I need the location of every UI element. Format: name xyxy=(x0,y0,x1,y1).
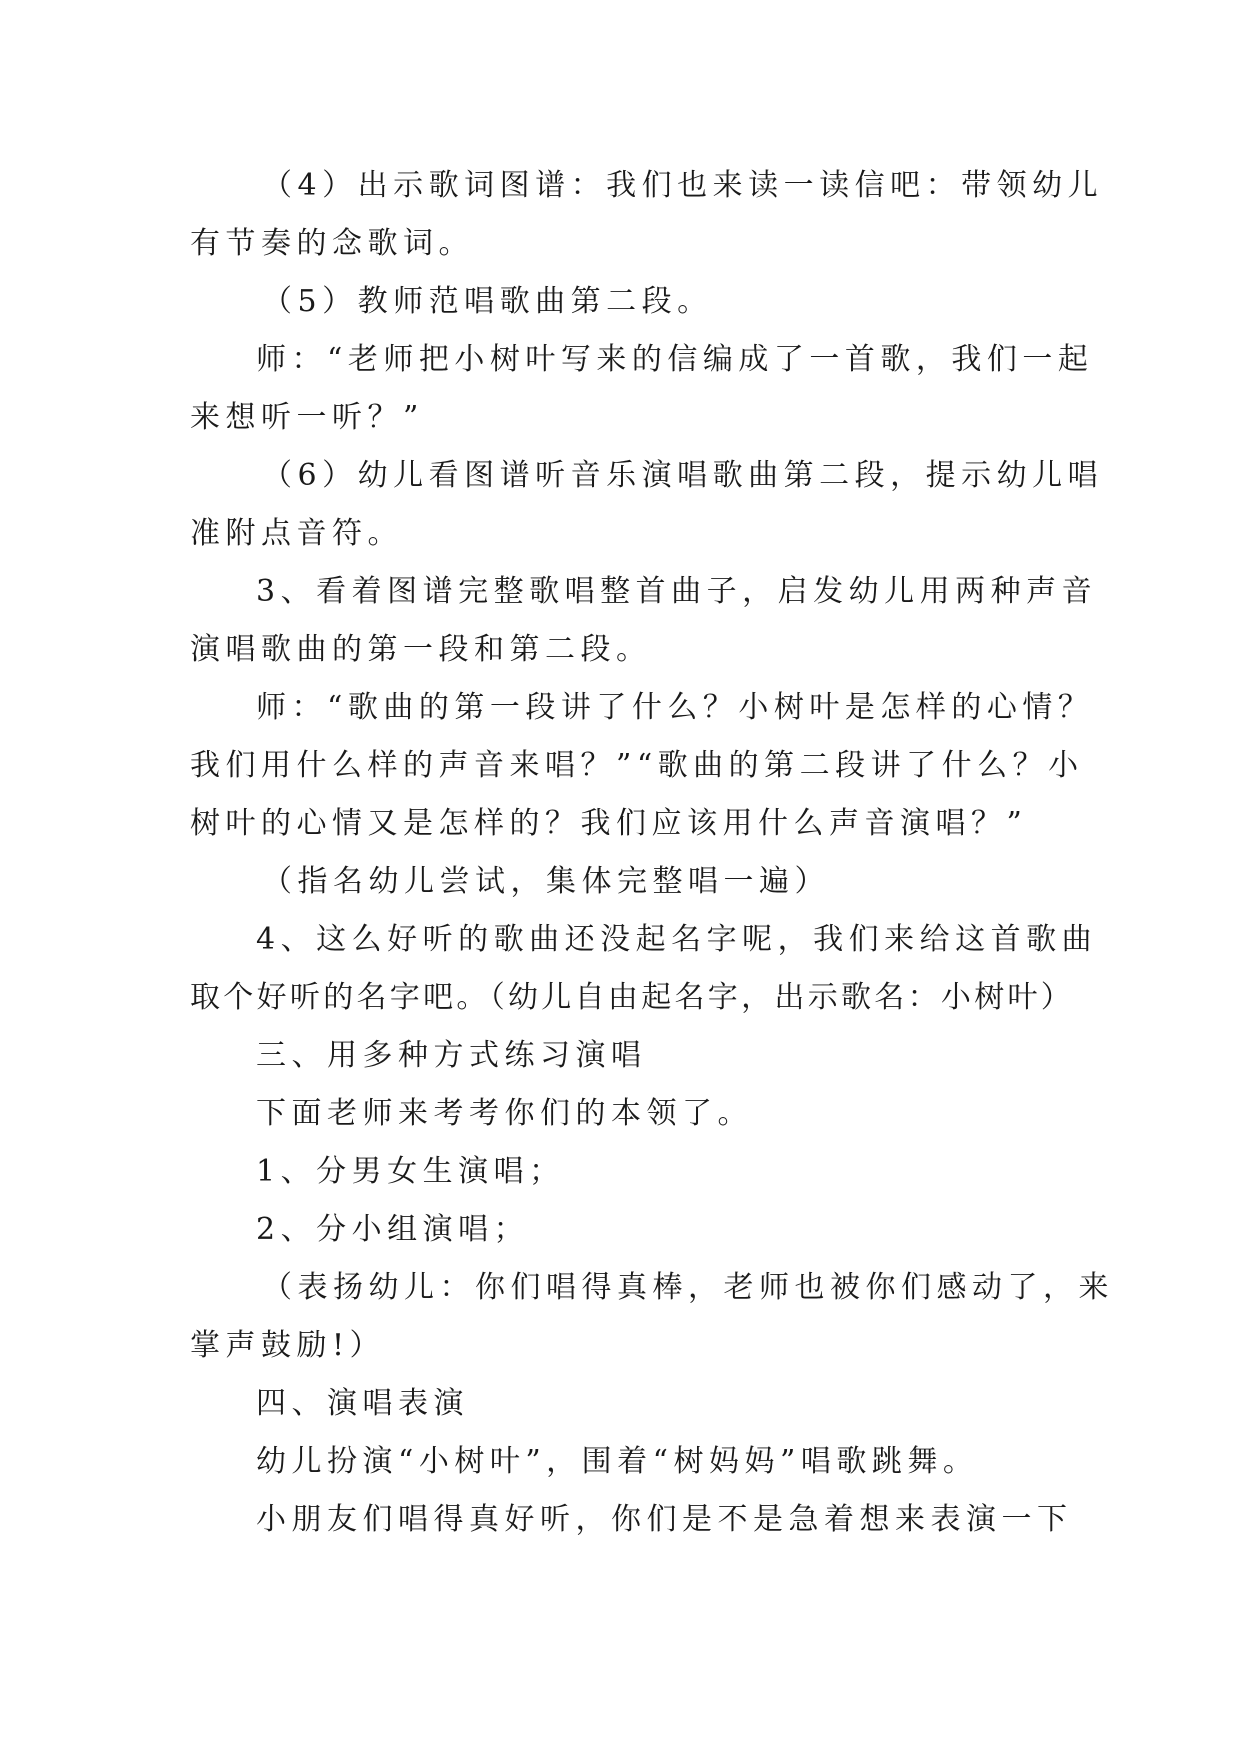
list-item: 2、分小组演唱； xyxy=(256,1212,530,1247)
paragraph-line: 师：“歌曲的第一段讲了什么？小树叶是怎样的心情？ xyxy=(256,690,1094,725)
paragraph-line: 演唱歌曲的第一段和第二段。 xyxy=(190,632,652,667)
paragraph-line: 树叶的心情又是怎样的？我们应该用什么声音演唱？” xyxy=(190,806,1028,841)
section-heading: 四、演唱表演 xyxy=(256,1386,469,1421)
list-item: 1、分男女生演唱； xyxy=(256,1154,565,1189)
paragraph-line: 我们用什么样的声音来唱？”“歌曲的第二段讲了什么？小 xyxy=(190,748,1084,783)
paragraph-line: （4）出示歌词图谱：我们也来读一读信吧：带领幼儿 xyxy=(262,168,1104,203)
section-heading: 三、用多种方式练习演唱 xyxy=(256,1038,647,1073)
paragraph-line: （表扬幼儿：你们唱得真棒，老师也被你们感动了，来 xyxy=(262,1270,1114,1305)
paragraph-line: 掌声鼓励!） xyxy=(190,1328,386,1363)
paragraph-line: 取个好听的名字吧。（幼儿自由起名字，出示歌名：小树叶） xyxy=(190,980,1075,1015)
paragraph-line: 有节奏的念歌词。 xyxy=(190,226,474,261)
paragraph-line: （指名幼儿尝试，集体完整唱一遍） xyxy=(262,864,830,899)
paragraph-line: 幼儿扮演“小树叶”，围着“树妈妈”唱歌跳舞。 xyxy=(256,1444,979,1479)
paragraph-line: 师：“老师把小树叶写来的信编成了一首歌，我们一起 xyxy=(256,342,1094,377)
paragraph-line: 3、看着图谱完整歌唱整首曲子，启发幼儿用两种声音 xyxy=(256,574,1098,609)
paragraph-line: （6）幼儿看图谱听音乐演唱歌曲第二段，提示幼儿唱 xyxy=(262,458,1104,493)
paragraph-line: 小朋友们唱得真好听，你们是不是急着想来表演一下 xyxy=(256,1502,1073,1537)
paragraph-line: 4、这么好听的歌曲还没起名字呢，我们来给这首歌曲 xyxy=(256,922,1098,957)
paragraph-line: （5）教师范唱歌曲第二段。 xyxy=(262,284,713,319)
paragraph-line: 下面老师来考考你们的本领了。 xyxy=(256,1096,753,1131)
paragraph-line: 准附点音符。 xyxy=(190,516,403,551)
paragraph-line: 来想听一听？” xyxy=(190,400,424,435)
